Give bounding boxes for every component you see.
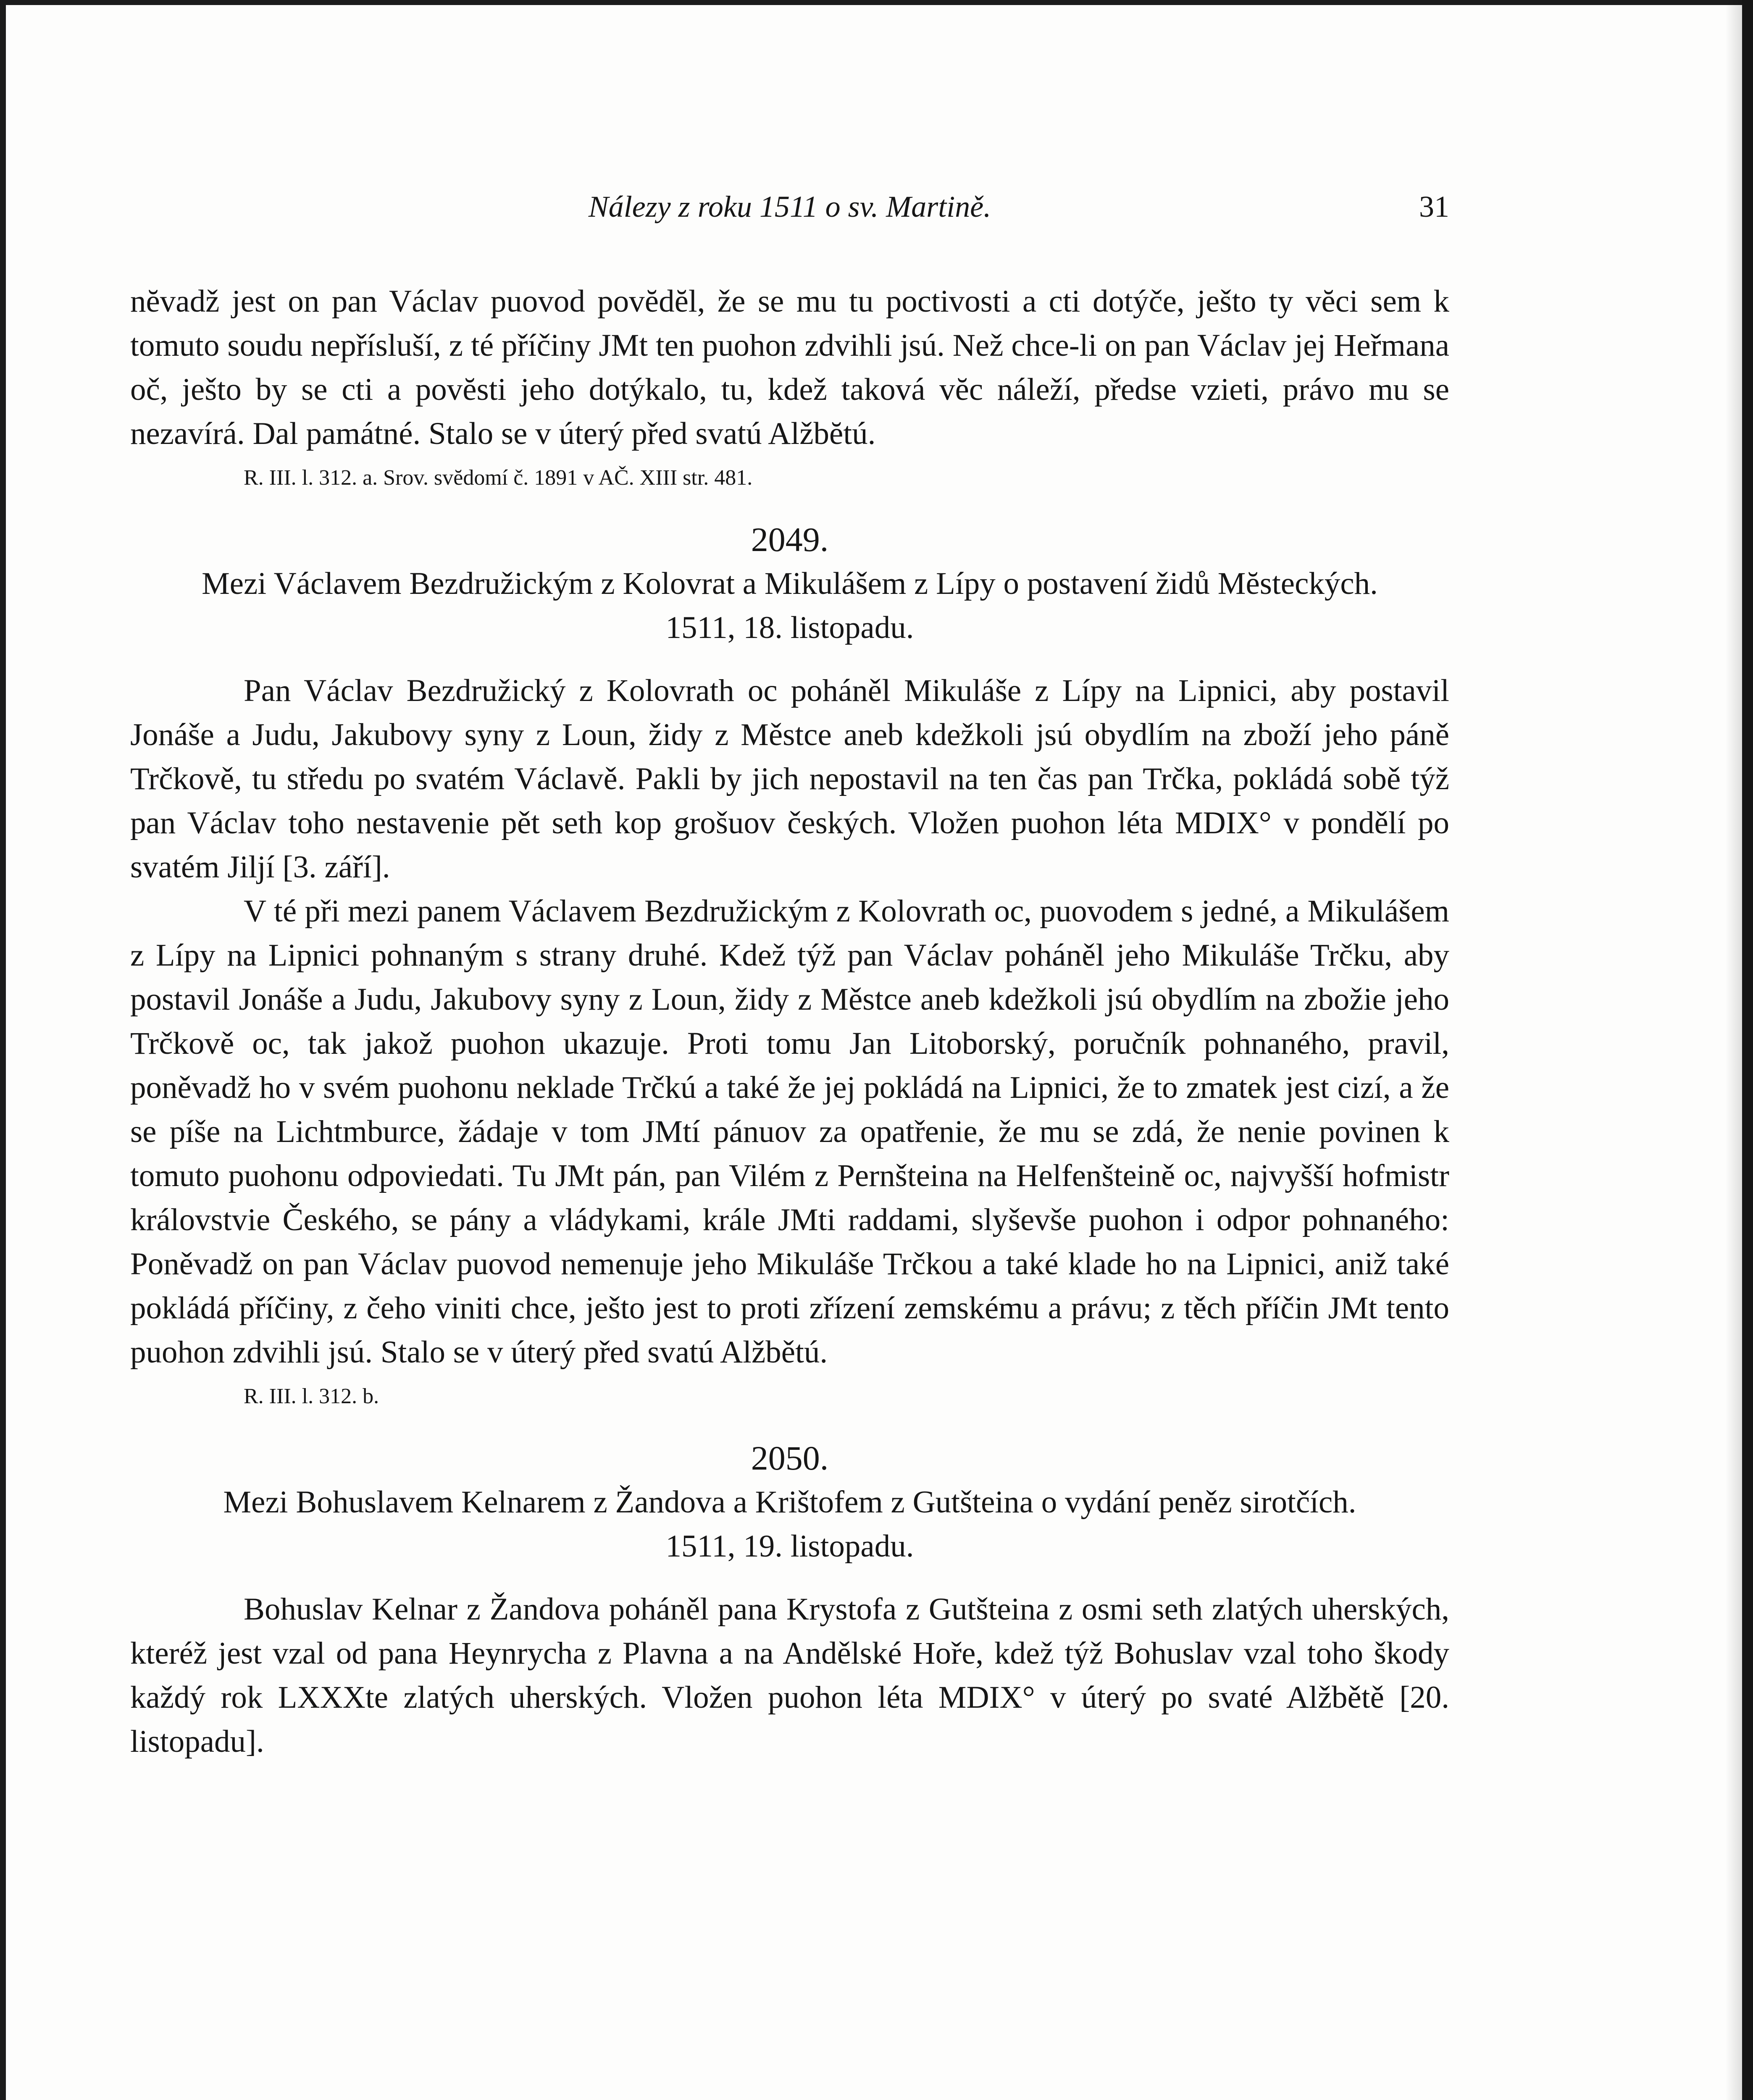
entry-2050-paragraph-1: Bohuslav Kelnar z Žandova poháněl pana Krystofa z Gutšteina z osmi seth zlatých uherských, kteréž jest vzal od pana Heynrycha z Plavna a na Andělské Hoře, kdež týž Bohuslav vzal toho škody každý rok LXXXte zlatých uherských. Vložen puohon léta MDIX° v úterý po svaté Alžbětě [20. listopadu].: [130, 1592, 1449, 1759]
entry-number-2050: 2050.: [751, 1439, 829, 1477]
entry-2049-paragraph-1: Pan Václav Bezdružický z Kolovrath oc poháněl Mikuláše z Lípy na Lipnici, aby postavil Jonáše a Judu, Jakubovy syny z Loun, židy z Městce aneb kdežkoli jsú obydlím na zboží jeho páně Trčkově, tu středu po svatém Václavě. Pakli by jich nepostavil na ten čas pan Trčka, pokládá sobě týž pan Václav toho nestavenie pět seth kop grošuov českých. Vložen puohon léta MDIX° v pondělí po svatém Jiljí [3. září].: [130, 673, 1449, 885]
entry-2049-reference: R. III. l. 312. b.: [244, 1384, 379, 1408]
entry-2049-paragraph-2: V té při mezi panem Václavem Bezdružickým z Kolovrath oc, puovodem s jedné, a Mikulášem z Lípy na Lipnici pohnaným s strany druhé. Kdež týž pan Václav poháněl jeho Mikuláše Trčku, aby postavil Jonáše a Judu, Jakubovy syny z Loun, židy z Městce aneb kdežkoli jsú obydlím na zbožie jeho Trčkově oc, tak jakož puohon ukazuje. Proti tomu Jan Litoborský, poručník pohnaného, pravil, poněvadž ho v svém puohonu neklade Trčkú a také že jej pokládá na Lipnici, že to zmatek jest cizí, a že se píše na Lichtmburce, žádaje v tom JMtí pánuov za opatřenie, že mu se zdá, že nenie povinen k tomuto puohonu odpoviedati. Tu JMt pán, pan Vilém z Pernšteina na Helfenšteině oc, najvyšší hofmistr královstvie Českého, se pány a vládykami, krále JMti raddami, slyševše puohon i odpor pohnaného: Poněvadž on pan Václav puovod nemenuje jeho Mikuláše Trčkou a také klade ho na Lipnici, aniž také pokládá příčiny, z čeho viniti chce, ješto jest to proti zřízení zemskému a právu; z těch příčin JMt tento puohon zdvihli jsú. Stalo se v úterý před svatú Alžbětú.: [130, 894, 1449, 1370]
page-fold-shadow: [1725, 0, 1742, 2100]
continuation-paragraph: nĕvadž jest on pan Václav puovod povĕdĕl, že se mu tu poctivosti a cti dotýče, ješto ty vĕci sem k tomuto soudu nepřísluší, z té příčiny JMt ten puohon zdvihli jsú. Než chce-li on pan Václav jej Heřmana oč, ješto by se cti a povĕsti jeho dotýkalo, tu, kdež taková vĕc náleží, předse vzieti, právo mu se nezavírá. Dal památné. Stalo se v úterý před svatú Alžbĕtú.: [130, 284, 1449, 451]
scan-border-right: [1742, 0, 1753, 2100]
scan-border-top: [0, 0, 1753, 5]
page-number: 31: [1419, 190, 1449, 223]
scan-border-left: [0, 0, 6, 2100]
entry-title-2050: Mezi Bohuslavem Kelnarem z Žandova a Krištofem z Gutšteina o vydání peněz sirotčích.: [223, 1485, 1356, 1520]
page-body: [130, 185, 1449, 1764]
source-reference: R. III. l. 312. a. Srov. svĕdomí č. 1891 v AČ. XIII str. 481.: [244, 466, 753, 490]
entry-date-2050: 1511, 19. listopadu.: [665, 1529, 914, 1564]
entry-date-2049: 1511, 18. listopadu.: [665, 610, 914, 645]
entry-number-2049: 2049.: [751, 520, 829, 559]
entry-title-2049: Mezi Václavem Bezdružickým z Kolovrat a Mikulášem z Lípy o postavení židů Mĕsteckých.: [202, 566, 1378, 601]
running-header: [130, 185, 1449, 229]
running-title: Nálezy z roku 1511 o sv. Martině.: [588, 190, 991, 223]
